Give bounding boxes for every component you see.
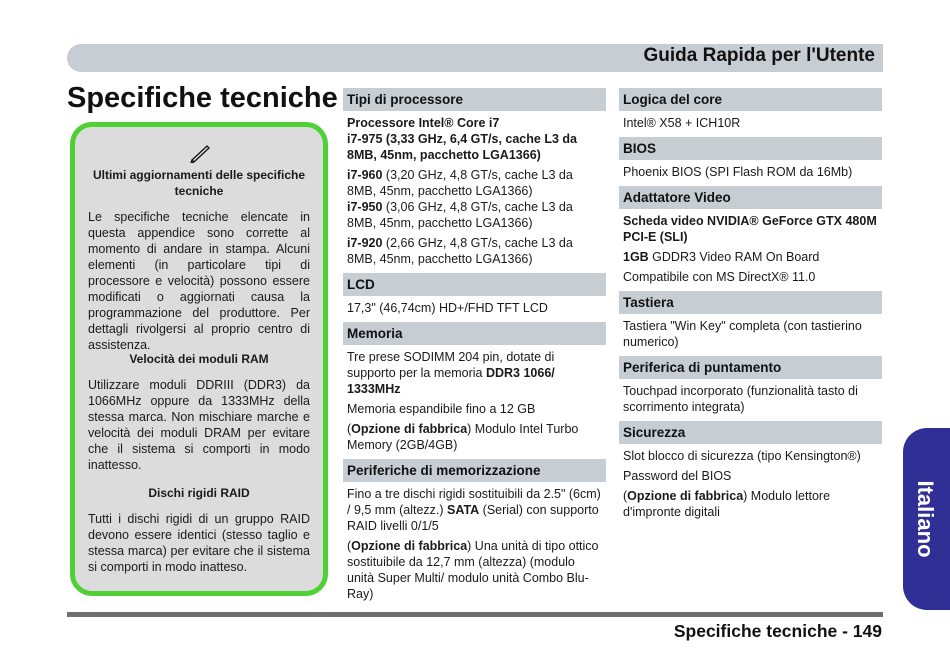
core-logic-text: Intel® X58 + ICH10R [623,116,741,130]
memory-turbo: (Opzione di fabbrica) Modulo Intel Turbo Memory (2GB/4GB) [347,422,579,452]
processor-family: Processore Intel® Core i7 [347,116,500,130]
section-title-storage: Periferiche di memorizzazione [343,459,606,482]
note-para-raid: Tutti i dischi rigidi di un gruppo RAID devono essere identici (stesso taglio e stessa marca) per evitare che il sistema si comporti in modo inatteso. [88,512,310,574]
pointing-text: Touchpad incorporato (funzionalità tasto di scorrimento integrata) [623,384,858,414]
memory-expandable: Memoria espandibile fino a 12 GB [347,402,536,416]
lcd-text: 17,3" (46,74cm) HD+/FHD TFT LCD [347,301,548,315]
section-title-memory: Memoria [343,322,606,345]
keyboard-text: Tastiera "Win Key" completa (con tastierino numerico) [623,319,862,349]
section-body-bios [619,160,882,186]
processor-i7-950: i7-950 (3,06 GHz, 4,8 GT/s, cache L3 da 8MB, 45nm, pacchetto LGA1366) [347,200,573,230]
note-box [70,122,328,596]
note-heading-updates: Ultimi aggiornamenti delle specifiche tecniche [92,168,306,198]
section-body-video [619,209,882,291]
video-ram: 1GB GDDR3 Video RAM On Board [623,250,820,264]
specs-column-middle [343,88,606,610]
language-side-tab [903,428,950,610]
section-body-storage [343,482,606,610]
note-heading-ram: Velocità dei moduli RAM [129,352,269,366]
section-title-lcd: LCD [343,273,606,296]
processor-i7-960: i7-960 (3,20 GHz, 4,8 GT/s, cache L3 da 8MB, 45nm, pacchetto LGA1366) [347,168,573,198]
section-body-core-logic [619,111,882,137]
note-heading-raid: Dischi rigidi RAID [148,486,250,500]
section-title-processor: Tipi di processore [343,88,606,111]
video-directx: Compatibile con MS DirectX® 11.0 [623,270,816,284]
section-body-processor [343,111,606,273]
security-fingerprint: (Opzione di fabbrica) Modulo lettore d'impronte digitali [623,489,831,519]
section-body-security [619,444,882,528]
section-title-pointing: Periferica di puntamento [619,356,882,379]
section-body-keyboard [619,314,882,356]
security-bios-password: Password del BIOS [623,469,732,483]
section-body-pointing [619,379,882,421]
storage-optical: (Opzione di fabbrica) Una unità di tipo ottico sostituibile da 12,7 mm (altezza) (modulo unità Super Multi/ modulo unità Combo Blu-Ray) [347,539,599,601]
header-title: Guida Rapida per l'Utente [643,45,875,66]
section-title-video: Adattatore Video [619,186,882,209]
processor-i7-975: i7-975 (3,33 GHz, 6,4 GT/s, cache L3 da 8MB, 45nm, pacchetto LGA1366) [347,132,577,162]
processor-i7-920: i7-920 (2,66 GHz, 4,8 GT/s, cache L3 da 8MB, 45nm, pacchetto LGA1366) [347,236,573,266]
bios-text: Phoenix BIOS (SPI Flash ROM da 16Mb) [623,165,853,179]
section-title-keyboard: Tastiera [619,291,882,314]
note-para-updates: Le specifiche tecniche elencate in questa appendice sono corrette al momento di andare in stampa. Alcuni elementi (in particolare tipi di processore e velocità) possono essere modificati o aggiornati causa la programmazione del produttore. Per dettagli rivolgersi al proprio centro di assistenza. [88,210,310,352]
specs-column-right [619,88,882,528]
section-title-core-logic: Logica del core [619,88,882,111]
storage-hdd: Fino a tre dischi rigidi sostituibili da 2.5" (6cm) / 9,5 mm (altezz.) SATA (Serial) con supporto RAID livelli 0/1/5 [347,487,601,533]
footer-rule [67,612,883,617]
note-para-ram: Utilizzare moduli DDRIII (DDR3) da 1066MHz oppure da 1333MHz della stessa marca. Non mischiare marche e velocità dei moduli DRAM per evitare che il sistema si comporti in modo inattesso. [88,378,310,472]
section-title-bios: BIOS [619,137,882,160]
memory-slots: Tre prese SODIMM 204 pin, dotate di supporto per la memoria DDR3 1066/ 1333MHz [347,350,555,396]
page-title: Specifiche tecniche [67,82,338,114]
header-bar [67,44,883,72]
video-card: Scheda video NVIDIA® GeForce GTX 480M PCI-E (SLI) [623,214,877,244]
pencil-note-icon [188,143,212,163]
footer-page-label: Specifiche tecniche - 149 [673,621,882,641]
section-title-security: Sicurezza [619,421,882,444]
language-side-tab-label: Italiano [913,480,938,558]
section-body-lcd [343,296,606,322]
section-body-memory [343,345,606,459]
security-slot: Slot blocco di sicurezza (tipo Kensington®) [623,449,861,463]
